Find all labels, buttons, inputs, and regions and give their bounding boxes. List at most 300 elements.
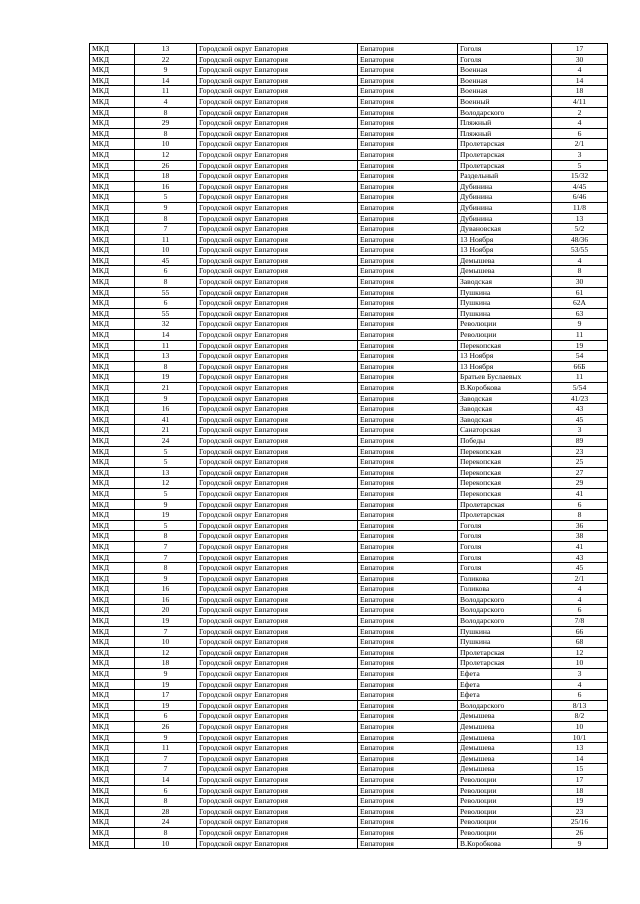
cell-house-number: 2/1 <box>552 139 608 150</box>
cell-street: Пролетарская <box>458 499 552 510</box>
cell-count: 9 <box>135 65 197 76</box>
table-row <box>90 563 608 574</box>
cell-street: Демышева <box>458 764 552 775</box>
cell-house-number: 15/32 <box>552 171 608 182</box>
cell-street: Революции <box>458 774 552 785</box>
cell-house-number: 29 <box>552 478 608 489</box>
cell-municipality: Городской округ Евпатория <box>197 764 358 775</box>
table-row <box>90 732 608 743</box>
cell-count: 9 <box>135 393 197 404</box>
cell-house-number: 89 <box>552 435 608 446</box>
cell-building-type: МКД <box>90 44 135 55</box>
cell-house-number: 4 <box>552 594 608 605</box>
cell-municipality: Городской округ Евпатория <box>197 457 358 468</box>
cell-city: Евпатория <box>358 743 458 754</box>
cell-house-number: 9 <box>552 319 608 330</box>
cell-house-number: 10 <box>552 722 608 733</box>
cell-count: 7 <box>135 626 197 637</box>
housing-register-table <box>89 43 608 849</box>
cell-municipality: Городской округ Евпатория <box>197 224 358 235</box>
cell-street: Перекопская <box>458 478 552 489</box>
cell-count: 17 <box>135 690 197 701</box>
cell-building-type: МКД <box>90 520 135 531</box>
table-row <box>90 224 608 235</box>
cell-house-number: 9 <box>552 838 608 849</box>
cell-building-type: МКД <box>90 234 135 245</box>
cell-building-type: МКД <box>90 647 135 658</box>
cell-count: 9 <box>135 573 197 584</box>
cell-street: В.Коробкова <box>458 838 552 849</box>
cell-street: Дубинина <box>458 192 552 203</box>
cell-house-number: 8 <box>552 510 608 521</box>
cell-street: 13 Ноября <box>458 234 552 245</box>
cell-municipality: Городской округ Евпатория <box>197 245 358 256</box>
cell-building-type: МКД <box>90 149 135 160</box>
cell-city: Евпатория <box>358 573 458 584</box>
table-row <box>90 361 608 372</box>
cell-house-number: 11 <box>552 330 608 341</box>
cell-city: Евпатория <box>358 224 458 235</box>
cell-municipality: Городской округ Евпатория <box>197 255 358 266</box>
cell-building-type: МКД <box>90 616 135 627</box>
cell-house-number: 6 <box>552 128 608 139</box>
cell-city: Евпатория <box>358 255 458 266</box>
cell-building-type: МКД <box>90 351 135 362</box>
cell-count: 28 <box>135 806 197 817</box>
cell-municipality: Городской округ Евпатория <box>197 393 358 404</box>
cell-building-type: МКД <box>90 287 135 298</box>
cell-street: Пушкина <box>458 287 552 298</box>
cell-municipality: Городской округ Евпатория <box>197 637 358 648</box>
cell-city: Евпатория <box>358 202 458 213</box>
table-row <box>90 372 608 383</box>
cell-count: 22 <box>135 54 197 65</box>
cell-count: 12 <box>135 149 197 160</box>
cell-municipality: Городской округ Евпатория <box>197 647 358 658</box>
cell-building-type: МКД <box>90 827 135 838</box>
cell-street: Демышева <box>458 722 552 733</box>
cell-municipality: Городской округ Евпатория <box>197 287 358 298</box>
cell-municipality: Городской округ Евпатория <box>197 499 358 510</box>
cell-city: Евпатория <box>358 234 458 245</box>
cell-building-type: МКД <box>90 658 135 669</box>
cell-building-type: МКД <box>90 573 135 584</box>
cell-city: Евпатория <box>358 383 458 394</box>
cell-house-number: 3 <box>552 149 608 160</box>
cell-municipality: Городской округ Евпатория <box>197 330 358 341</box>
cell-building-type: МКД <box>90 75 135 86</box>
cell-city: Евпатория <box>358 372 458 383</box>
table-row <box>90 65 608 76</box>
cell-building-type: МКД <box>90 160 135 171</box>
cell-building-type: МКД <box>90 181 135 192</box>
cell-municipality: Городской округ Евпатория <box>197 658 358 669</box>
cell-city: Евпатория <box>358 817 458 828</box>
cell-city: Евпатория <box>358 351 458 362</box>
table-row <box>90 213 608 224</box>
cell-building-type: МКД <box>90 308 135 319</box>
cell-building-type: МКД <box>90 139 135 150</box>
cell-municipality: Городской округ Евпатория <box>197 213 358 224</box>
cell-building-type: МКД <box>90 224 135 235</box>
table-row <box>90 806 608 817</box>
cell-count: 29 <box>135 118 197 129</box>
cell-street: 13 Ноября <box>458 351 552 362</box>
cell-house-number: 8/2 <box>552 711 608 722</box>
cell-street: Пролетарская <box>458 149 552 160</box>
cell-municipality: Городской округ Евпатория <box>197 616 358 627</box>
cell-count: 8 <box>135 531 197 542</box>
cell-street: Пролетарская <box>458 647 552 658</box>
cell-street: Дубинина <box>458 181 552 192</box>
cell-street: 13 Ноября <box>458 245 552 256</box>
table-row <box>90 160 608 171</box>
cell-municipality: Городской округ Евпатория <box>197 753 358 764</box>
cell-count: 18 <box>135 171 197 182</box>
cell-count: 10 <box>135 838 197 849</box>
cell-city: Евпатория <box>358 827 458 838</box>
cell-house-number: 3 <box>552 669 608 680</box>
cell-city: Евпатория <box>358 626 458 637</box>
cell-count: 7 <box>135 764 197 775</box>
cell-building-type: МКД <box>90 743 135 754</box>
table-row <box>90 531 608 542</box>
cell-count: 7 <box>135 753 197 764</box>
cell-city: Евпатория <box>358 330 458 341</box>
cell-street: Пляжный <box>458 118 552 129</box>
cell-building-type: МКД <box>90 796 135 807</box>
cell-house-number: 2 <box>552 107 608 118</box>
cell-building-type: МКД <box>90 213 135 224</box>
table-row <box>90 298 608 309</box>
cell-house-number: 43 <box>552 404 608 415</box>
cell-street: Революции <box>458 806 552 817</box>
cell-building-type: МКД <box>90 732 135 743</box>
cell-city: Евпатория <box>358 563 458 574</box>
cell-city: Евпатория <box>358 171 458 182</box>
cell-street: Ефета <box>458 690 552 701</box>
cell-count: 16 <box>135 404 197 415</box>
cell-city: Евпатория <box>358 213 458 224</box>
cell-house-number: 61 <box>552 287 608 298</box>
register-table-body <box>90 44 608 849</box>
table-row <box>90 478 608 489</box>
cell-building-type: МКД <box>90 626 135 637</box>
cell-street: Военная <box>458 75 552 86</box>
cell-city: Евпатория <box>358 510 458 521</box>
cell-municipality: Городской округ Евпатория <box>197 594 358 605</box>
table-row <box>90 796 608 807</box>
cell-city: Евпатория <box>358 118 458 129</box>
cell-street: Пролетарская <box>458 658 552 669</box>
cell-municipality: Городской округ Евпатория <box>197 541 358 552</box>
cell-municipality: Городской округ Евпатория <box>197 192 358 203</box>
cell-house-number: 66 <box>552 626 608 637</box>
cell-building-type: МКД <box>90 340 135 351</box>
cell-house-number: 3 <box>552 425 608 436</box>
cell-street: Перекопская <box>458 446 552 457</box>
cell-building-type: МКД <box>90 700 135 711</box>
table-row <box>90 75 608 86</box>
cell-street: Пролетарская <box>458 510 552 521</box>
cell-count: 8 <box>135 563 197 574</box>
cell-count: 19 <box>135 372 197 383</box>
cell-count: 26 <box>135 722 197 733</box>
cell-count: 6 <box>135 711 197 722</box>
cell-street: Победы <box>458 435 552 446</box>
cell-house-number: 45 <box>552 414 608 425</box>
cell-building-type: МКД <box>90 372 135 383</box>
cell-city: Евпатория <box>358 393 458 404</box>
cell-count: 24 <box>135 817 197 828</box>
cell-house-number: 5/54 <box>552 383 608 394</box>
cell-city: Евпатория <box>358 711 458 722</box>
table-row <box>90 457 608 468</box>
cell-street: Володарского <box>458 700 552 711</box>
cell-building-type: МКД <box>90 330 135 341</box>
cell-building-type: МКД <box>90 245 135 256</box>
cell-building-type: МКД <box>90 266 135 277</box>
cell-building-type: МКД <box>90 128 135 139</box>
table-row <box>90 616 608 627</box>
cell-count: 55 <box>135 287 197 298</box>
cell-house-number: 6/46 <box>552 192 608 203</box>
cell-city: Евпатория <box>358 605 458 616</box>
cell-municipality: Городской округ Евпатория <box>197 531 358 542</box>
cell-building-type: МКД <box>90 171 135 182</box>
cell-city: Евпатория <box>358 245 458 256</box>
cell-city: Евпатория <box>358 700 458 711</box>
table-row <box>90 245 608 256</box>
cell-house-number: 4 <box>552 65 608 76</box>
table-row <box>90 308 608 319</box>
cell-count: 5 <box>135 488 197 499</box>
table-row <box>90 774 608 785</box>
table-row <box>90 44 608 55</box>
cell-municipality: Городской округ Евпатория <box>197 44 358 55</box>
cell-city: Евпатория <box>358 149 458 160</box>
cell-building-type: МКД <box>90 605 135 616</box>
cell-municipality: Городской округ Евпатория <box>197 319 358 330</box>
cell-house-number: 14 <box>552 75 608 86</box>
cell-street: Дубинина <box>458 202 552 213</box>
cell-street: Демышева <box>458 266 552 277</box>
cell-street: Демышева <box>458 753 552 764</box>
cell-count: 12 <box>135 478 197 489</box>
cell-city: Евпатория <box>358 806 458 817</box>
cell-street: В.Коробкова <box>458 383 552 394</box>
cell-house-number: 25/16 <box>552 817 608 828</box>
cell-city: Евпатория <box>358 96 458 107</box>
cell-street: Гоголя <box>458 531 552 542</box>
cell-building-type: МКД <box>90 488 135 499</box>
cell-building-type: МКД <box>90 722 135 733</box>
cell-building-type: МКД <box>90 838 135 849</box>
cell-house-number: 25 <box>552 457 608 468</box>
cell-city: Евпатория <box>358 722 458 733</box>
cell-house-number: 41 <box>552 488 608 499</box>
cell-count: 5 <box>135 457 197 468</box>
cell-count: 14 <box>135 75 197 86</box>
cell-count: 5 <box>135 520 197 531</box>
table-row <box>90 679 608 690</box>
cell-count: 45 <box>135 255 197 266</box>
cell-building-type: МКД <box>90 478 135 489</box>
table-row <box>90 499 608 510</box>
cell-municipality: Городской округ Евпатория <box>197 234 358 245</box>
cell-building-type: МКД <box>90 118 135 129</box>
cell-count: 20 <box>135 605 197 616</box>
cell-city: Евпатория <box>358 287 458 298</box>
cell-municipality: Городской округ Евпатория <box>197 488 358 499</box>
cell-street: Дувановская <box>458 224 552 235</box>
table-row <box>90 192 608 203</box>
cell-building-type: МКД <box>90 711 135 722</box>
cell-building-type: МКД <box>90 774 135 785</box>
cell-municipality: Городской округ Евпатория <box>197 308 358 319</box>
table-row <box>90 669 608 680</box>
cell-house-number: 68 <box>552 637 608 648</box>
table-row <box>90 330 608 341</box>
cell-house-number: 7/8 <box>552 616 608 627</box>
cell-city: Евпатория <box>358 616 458 627</box>
cell-municipality: Городской округ Евпатория <box>197 75 358 86</box>
cell-count: 6 <box>135 266 197 277</box>
table-row <box>90 658 608 669</box>
cell-city: Евпатория <box>358 340 458 351</box>
table-row <box>90 647 608 658</box>
cell-street: Революции <box>458 827 552 838</box>
cell-house-number: 19 <box>552 340 608 351</box>
cell-municipality: Городской округ Евпатория <box>197 669 358 680</box>
cell-street: Перекопская <box>458 457 552 468</box>
table-row <box>90 584 608 595</box>
cell-building-type: МКД <box>90 637 135 648</box>
cell-count: 13 <box>135 467 197 478</box>
table-row <box>90 351 608 362</box>
cell-building-type: МКД <box>90 669 135 680</box>
cell-count: 9 <box>135 499 197 510</box>
cell-city: Евпатория <box>358 139 458 150</box>
cell-municipality: Городской округ Евпатория <box>197 700 358 711</box>
table-row <box>90 594 608 605</box>
cell-count: 14 <box>135 774 197 785</box>
cell-municipality: Городской округ Евпатория <box>197 467 358 478</box>
cell-street: Революции <box>458 817 552 828</box>
table-row <box>90 520 608 531</box>
cell-municipality: Городской округ Евпатория <box>197 425 358 436</box>
table-row <box>90 149 608 160</box>
cell-building-type: МКД <box>90 552 135 563</box>
cell-building-type: МКД <box>90 541 135 552</box>
cell-building-type: МКД <box>90 65 135 76</box>
table-row <box>90 573 608 584</box>
cell-city: Евпатория <box>358 435 458 446</box>
cell-house-number: 6 <box>552 690 608 701</box>
cell-city: Евпатория <box>358 658 458 669</box>
cell-city: Евпатория <box>358 54 458 65</box>
cell-count: 16 <box>135 181 197 192</box>
cell-street: Революции <box>458 785 552 796</box>
cell-building-type: МКД <box>90 446 135 457</box>
cell-building-type: МКД <box>90 255 135 266</box>
cell-count: 11 <box>135 234 197 245</box>
table-row <box>90 425 608 436</box>
cell-city: Евпатория <box>358 764 458 775</box>
cell-municipality: Городской округ Евпатория <box>197 435 358 446</box>
table-row <box>90 319 608 330</box>
cell-house-number: 13 <box>552 213 608 224</box>
cell-municipality: Городской округ Евпатория <box>197 351 358 362</box>
cell-municipality: Городской округ Евпатория <box>197 181 358 192</box>
cell-house-number: 41/23 <box>552 393 608 404</box>
cell-house-number: 4/45 <box>552 181 608 192</box>
table-row <box>90 488 608 499</box>
cell-street: Пушкина <box>458 637 552 648</box>
table-row <box>90 107 608 118</box>
cell-city: Евпатория <box>358 774 458 785</box>
cell-street: Гоголя <box>458 520 552 531</box>
cell-municipality: Городской округ Евпатория <box>197 563 358 574</box>
cell-municipality: Городской округ Евпатория <box>197 361 358 372</box>
table-row <box>90 605 608 616</box>
cell-building-type: МКД <box>90 435 135 446</box>
cell-municipality: Городской округ Евпатория <box>197 584 358 595</box>
cell-city: Евпатория <box>358 160 458 171</box>
cell-street: Демышева <box>458 732 552 743</box>
cell-count: 13 <box>135 44 197 55</box>
cell-building-type: МКД <box>90 584 135 595</box>
table-row <box>90 414 608 425</box>
cell-house-number: 30 <box>552 277 608 288</box>
cell-count: 8 <box>135 827 197 838</box>
table-row <box>90 393 608 404</box>
table-row <box>90 340 608 351</box>
cell-house-number: 10/1 <box>552 732 608 743</box>
cell-city: Евпатория <box>358 446 458 457</box>
table-row <box>90 234 608 245</box>
cell-municipality: Городской округ Евпатория <box>197 86 358 97</box>
cell-street: Володарского <box>458 594 552 605</box>
cell-municipality: Городской округ Евпатория <box>197 128 358 139</box>
cell-building-type: МКД <box>90 467 135 478</box>
cell-street: Военный <box>458 96 552 107</box>
cell-count: 24 <box>135 435 197 446</box>
cell-city: Евпатория <box>358 785 458 796</box>
cell-city: Евпатория <box>358 637 458 648</box>
cell-building-type: МКД <box>90 298 135 309</box>
cell-house-number: 4 <box>552 679 608 690</box>
cell-municipality: Городской округ Евпатория <box>197 510 358 521</box>
cell-building-type: МКД <box>90 764 135 775</box>
cell-house-number: 54 <box>552 351 608 362</box>
cell-building-type: МКД <box>90 594 135 605</box>
table-row <box>90 552 608 563</box>
cell-city: Евпатория <box>358 319 458 330</box>
cell-house-number: 36 <box>552 520 608 531</box>
cell-street: Заводская <box>458 393 552 404</box>
cell-municipality: Городской округ Евпатория <box>197 552 358 563</box>
cell-building-type: МКД <box>90 457 135 468</box>
cell-count: 7 <box>135 541 197 552</box>
cell-count: 19 <box>135 510 197 521</box>
cell-house-number: 8 <box>552 266 608 277</box>
cell-house-number: 10 <box>552 658 608 669</box>
cell-building-type: МКД <box>90 785 135 796</box>
cell-house-number: 6 <box>552 499 608 510</box>
cell-count: 6 <box>135 785 197 796</box>
cell-city: Евпатория <box>358 425 458 436</box>
